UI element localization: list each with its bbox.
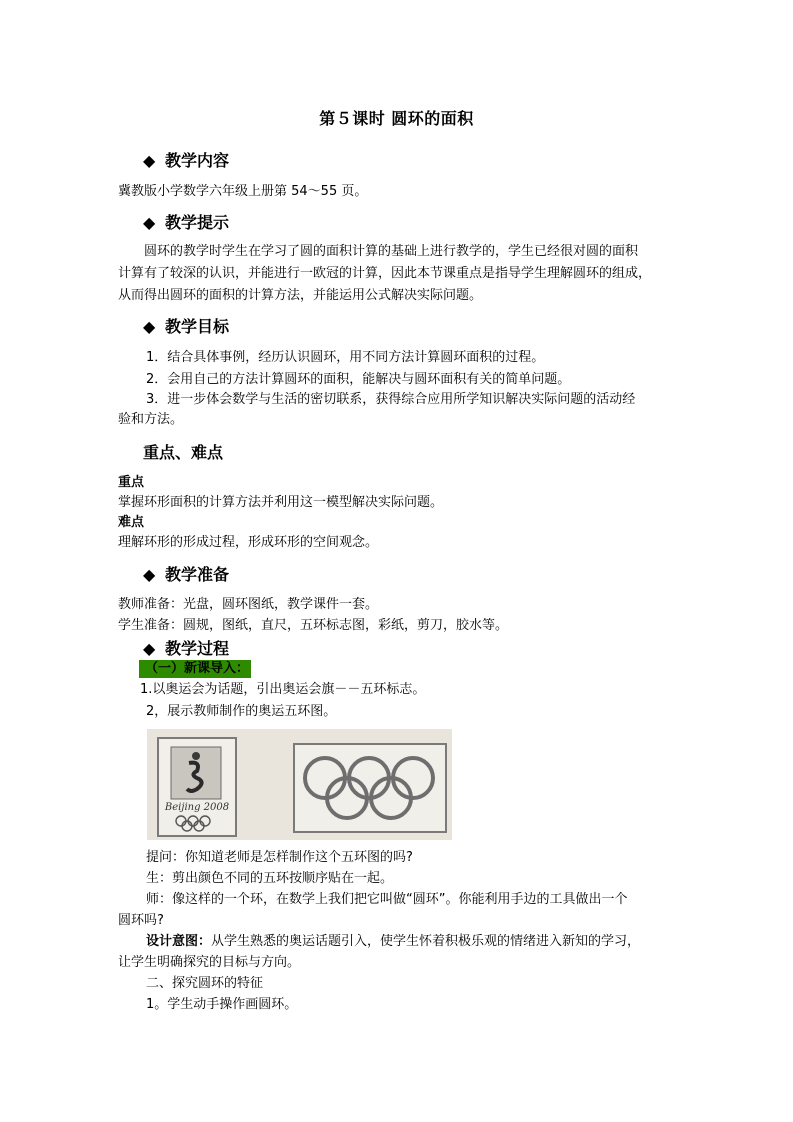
part-2-heading: 二、探究圆环的特征 [146,976,264,991]
diamond-bullet-icon: ◆ [143,151,156,170]
section-heading-key: 重点、难点 [143,443,224,462]
section-heading-hint [143,210,229,233]
section-heading-process [143,636,229,659]
section-heading-content [143,148,229,171]
hint-line-3: 从而得出圆环的面积的计算方法，并能运用公式解决实际问题。 [118,288,483,303]
page-title: 第５课时 圆环的面积 [319,109,474,128]
teacher-line-2: 圆环吗? [118,913,164,928]
hint-line-2: 计算有了较深的认识，并能进行一欧冠的计算，因此本节课重点是指导学生理解圆环的组成， [118,266,652,281]
hard-label: 难点 [118,515,145,530]
goal-item-3-cont: 验和方法。 [118,412,184,427]
beijing-emblem-icon [159,739,235,835]
heading-text: 教学过程 [165,639,230,658]
hard-text: 理解环形的形成过程，形成环形的空间观念。 [118,535,379,550]
heading-text: 教学准备 [165,565,230,584]
content-text: 冀教版小学数学六年级上册第 54～55 页。 [118,184,368,199]
highlight-new-lesson: （一）新课导入： [139,660,251,678]
section-heading-prep [143,562,229,585]
heading-text: 教学目标 [165,317,230,336]
goal-item-1: 1．结合具体事例，经历认识圆环，用不同方法计算圆环面积的过程。 [146,350,545,365]
key-text: 掌握环形面积的计算方法并利用这一模型解决实际问题。 [118,495,444,510]
process-step-1: 1.以奥运会为话题，引出奥运会旗－－五环标志。 [140,682,426,697]
diamond-bullet-icon: ◆ [143,565,156,584]
teacher-line-1: 师：像这样的一个环，在数学上我们把它叫做“圆环”。你能利用手边的工具做出一个 [146,892,628,907]
design-intent-text: 从学生熟悉的奥运话题引入，使学生怀着积极乐观的情绪进入新知的学习， [211,934,641,949]
beijing-2008-logo-text: Beijing 2008 [164,802,230,813]
prep-student: 学生准备：圆规，图纸，直尺，五环标志图，彩纸，剪刀，胶水等。 [118,618,509,633]
beijing-logo-plaque [157,737,237,837]
heading-text: 教学内容 [165,151,230,170]
hint-line-1: 圆环的教学时学生在学习了圆的面积计算的基础上进行教学的，学生已经很对圆的面积 [144,244,639,259]
process-step-2: 2，展示教师制作的奥运五环图。 [146,704,337,719]
prep-teacher: 教师准备：光盘，圆环图纸，教学课件一套。 [118,597,379,612]
design-intent-line-1 [146,931,686,953]
part-2-step-1: 1。学生动手操作画圆环。 [146,997,298,1012]
diamond-bullet-icon: ◆ [143,213,156,232]
olympic-rings-box [293,743,447,833]
heading-text: 教学提示 [165,213,230,232]
olympic-rings-figure [147,729,452,840]
diamond-bullet-icon: ◆ [143,317,156,336]
question-1: 提问：你知道老师是怎样制作这个五环图的吗? [146,850,413,865]
goal-item-3: 3．进一步体会数学与生活的密切联系，获得综合应用所学知识解决实际问题的活动经 [146,392,636,407]
design-intent-label: 设计意图： [146,934,212,949]
goal-item-2: 2．会用自己的方法计算圆环的面积，能解决与圆环面积有关的简单问题。 [146,372,571,387]
section-heading-goals [143,314,229,337]
diamond-bullet-icon: ◆ [143,639,156,658]
key-label: 重点 [118,475,145,490]
answer-student: 生：剪出颜色不同的五环按顺序贴在一起。 [146,871,394,886]
design-intent-line-2: 让学生明确探究的目标与方向。 [118,955,301,970]
olympic-rings-icon [295,745,445,831]
